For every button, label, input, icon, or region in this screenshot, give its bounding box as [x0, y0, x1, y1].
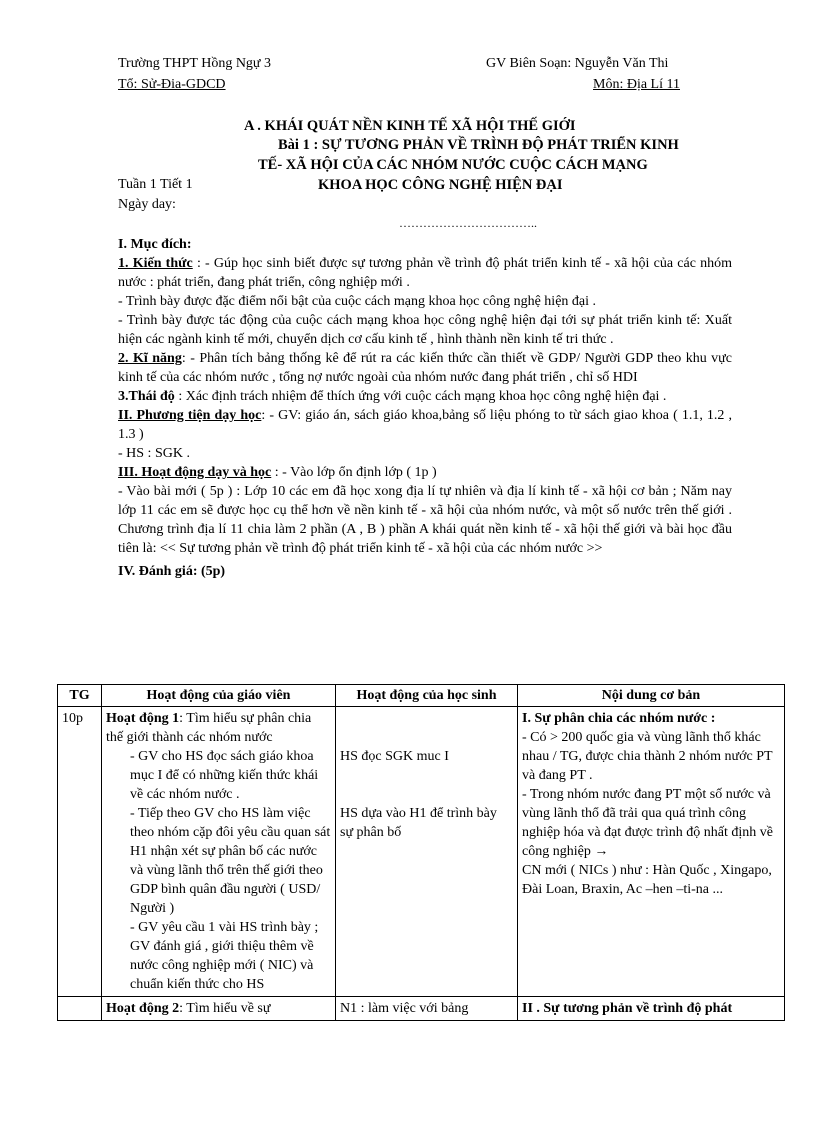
knowledge-para [118, 254, 732, 292]
knowledge-label: 1. Kiến thức [118, 256, 193, 271]
table-header-row [58, 685, 785, 707]
gv-item: - GV cho HS đọc sách giáo khoa mục I để có những kiến thức khái về các nhóm nước . [130, 749, 319, 802]
date-label: Ngày day: [118, 197, 176, 212]
section-2-hs: - HS : SGK . [118, 446, 190, 461]
school-name: Trường THPT Hồng Ngự 3 [118, 56, 272, 71]
row1-hs [336, 707, 518, 997]
skills-text: : - Phân tích bảng thống kê để rút ra các kiến thức cần thiết về GDP/ Người GDP theo khu vực kinh tế của các nhóm nước , tổng nợ nước ngoài của nhóm nước đang phát triển , chỉ số HDI [118, 351, 732, 385]
section-3-text: : - Vào lớp ổn định lớp ( 1p ) [271, 465, 437, 480]
section-2-text: : - GV: giáo án, sách giáo khoa,bảng số liệu phóng to từ sách giao khoa ( 1.1, 1.2 , 1.3 ) [118, 408, 732, 442]
section-3-label: III. Hoạt động dạy và học [118, 465, 272, 480]
activity-1-desc: : Tìm hiểu sự phân chia thế giới thành các nhóm nước [106, 711, 312, 745]
knowledge-para-3: - Trình bày được tác động của cuộc cách mạng khoa học công nghệ hiện đại tới sự phát triển kinh tế: Xuất hiện các ngành kinh tế mới, chuyển dịch cơ cấu kinh tế , hình thành nền kinh tế tri thức . [118, 313, 732, 347]
activity-2-label: Hoạt động 2 [106, 1001, 180, 1016]
lesson-title-line3: KHOA HỌC CÔNG NGHỆ HIỆN ĐẠI [318, 177, 563, 193]
section-3-para-2: - Vào bài mới ( 5p ) : Lớp 10 các em đã học xong địa lí tự nhiên và địa lí kinh tế - xã hội cơ bản ; Năm nay lớp 11 các em sẽ được học cụ thể hơn về nền kinh tế - xã hội của nhóm nước, và một số nước trên thế giới . Chương trình địa lí 11 chia làm 2 phần (A , B ) phần A khái quát nền kinh tế - xã hội thế giới và bài học đầu tiên là: << Sự tương phản về trình độ phát triển kinh tế - xã hội của các nhóm nước >> [118, 484, 732, 556]
arrow-icon: → [594, 844, 609, 859]
header-nd: Nội dung cơ bản [518, 685, 785, 707]
hs-item: HS đọc SGK muc I [340, 749, 449, 764]
row2-nd: II . Sự tương phản về trình độ phát [518, 997, 785, 1021]
section-1-title: I. Mục đích: [118, 237, 192, 252]
dotted-line: …………………………….. [399, 216, 537, 230]
section-3-para [118, 463, 732, 482]
gv-item: - GV yêu cầu 1 vài HS trình bày ; GV đánh giá , giới thiệu thêm về nước công nghiệp mới ( NIC) và chuẩn kiến thức cho HS [130, 920, 319, 992]
subject-name: Môn: Địa Lí 11 [593, 77, 680, 92]
knowledge-text: : - Gúp học sinh biết được sự tương phản về trình độ phát triển kinh tế - xã hội của các nhóm nước : phát triển, đang phát triển, công nghiệp mới . [118, 256, 732, 290]
content-para [522, 785, 780, 861]
content-para: - Có > 200 quốc gia và vùng lãnh thổ khác nhau / TG, được chia thành 2 nhóm nước PT và đang PT . [522, 730, 773, 783]
lesson-body [118, 235, 732, 581]
section-4-title: IV. Đánh giá: (5p) [118, 564, 226, 579]
page-bottom-mask [0, 1052, 816, 1132]
teacher-name: GV Biên Soạn: Nguyễn Văn Thi [486, 56, 669, 71]
week-label: Tuần 1 Tiết 1 [118, 177, 193, 192]
lesson-title-line2: TẾ- XÃ HỘI CỦA CÁC NHÓM NƯỚC CUỘC CÁCH MẠNG [258, 157, 648, 173]
row2-gv [102, 997, 336, 1021]
attitude-text: : Xác định trách nhiệm để thích ứng với cuộc cách mạng khoa học công nghệ hiện đại . [174, 389, 667, 404]
content-title: I. Sự phân chia các nhóm nước : [522, 711, 716, 726]
attitude-para [118, 387, 732, 406]
skills-para [118, 349, 732, 387]
section-2-para [118, 406, 732, 444]
gv-item: - Tiếp theo GV cho HS làm việc theo nhóm cặp đôi yêu cầu quan sát H1 nhận xét sự phân bố các nước và vùng lãnh thổ trên thế giới theo GDP bình quân đầu người ( USD/ Người ) [130, 806, 331, 916]
lesson-table [57, 684, 785, 1021]
content-para-text: - Trong nhóm nước đang PT một số nước và vùng lãnh thổ đã trải qua quá trình công nghiệp hóa và đạt được trình độ nhất định về công nghiệp [522, 787, 773, 859]
part-title: A . KHÁI QUÁT NỀN KINH TẾ XÃ HỘI THẾ GIỚI [244, 118, 576, 134]
row2-hs: N1 : làm việc với bảng [336, 997, 518, 1021]
activity-2-desc: : Tìm hiểu về sự [179, 1001, 271, 1016]
content-para: CN mới ( NICs ) như : Hàn Quốc , Xingapo, Đài Loan, Braxin, Ac –hen –ti-na ... [522, 863, 772, 897]
lesson-title-line1: Bài 1 : SỰ TƯƠNG PHẢN VỀ TRÌNH ĐỘ PHÁT TRIỂN KINH [278, 137, 679, 153]
header-tg: TG [58, 685, 102, 707]
knowledge-para-2: - Trình bày được đặc điểm nổi bật của cuộc cách mạng khoa học công nghệ hiện đại . [118, 294, 597, 309]
attitude-label: 3.Thái độ [118, 389, 175, 404]
header-hs: Hoạt động của học sinh [336, 685, 518, 707]
header-gv: Hoạt động của giáo viên [102, 685, 336, 707]
row2-time [58, 997, 102, 1021]
activity-1-label: Hoạt động 1 [106, 711, 180, 726]
row1-nd [518, 707, 785, 997]
group-name: Tổ: Sử-Đia-GDCD [118, 77, 226, 92]
row1-gv [102, 707, 336, 997]
row1-time: 10p [58, 707, 102, 997]
hs-item: HS dựa vào H1 để trình bày sự phân bố [340, 806, 497, 840]
table-row [58, 707, 785, 997]
row1-gv-title [106, 709, 331, 747]
skills-label: 2. Kĩ năng [118, 351, 182, 366]
table-row [58, 997, 785, 1021]
section-2-label: II. Phương tiện dạy học [118, 408, 262, 423]
